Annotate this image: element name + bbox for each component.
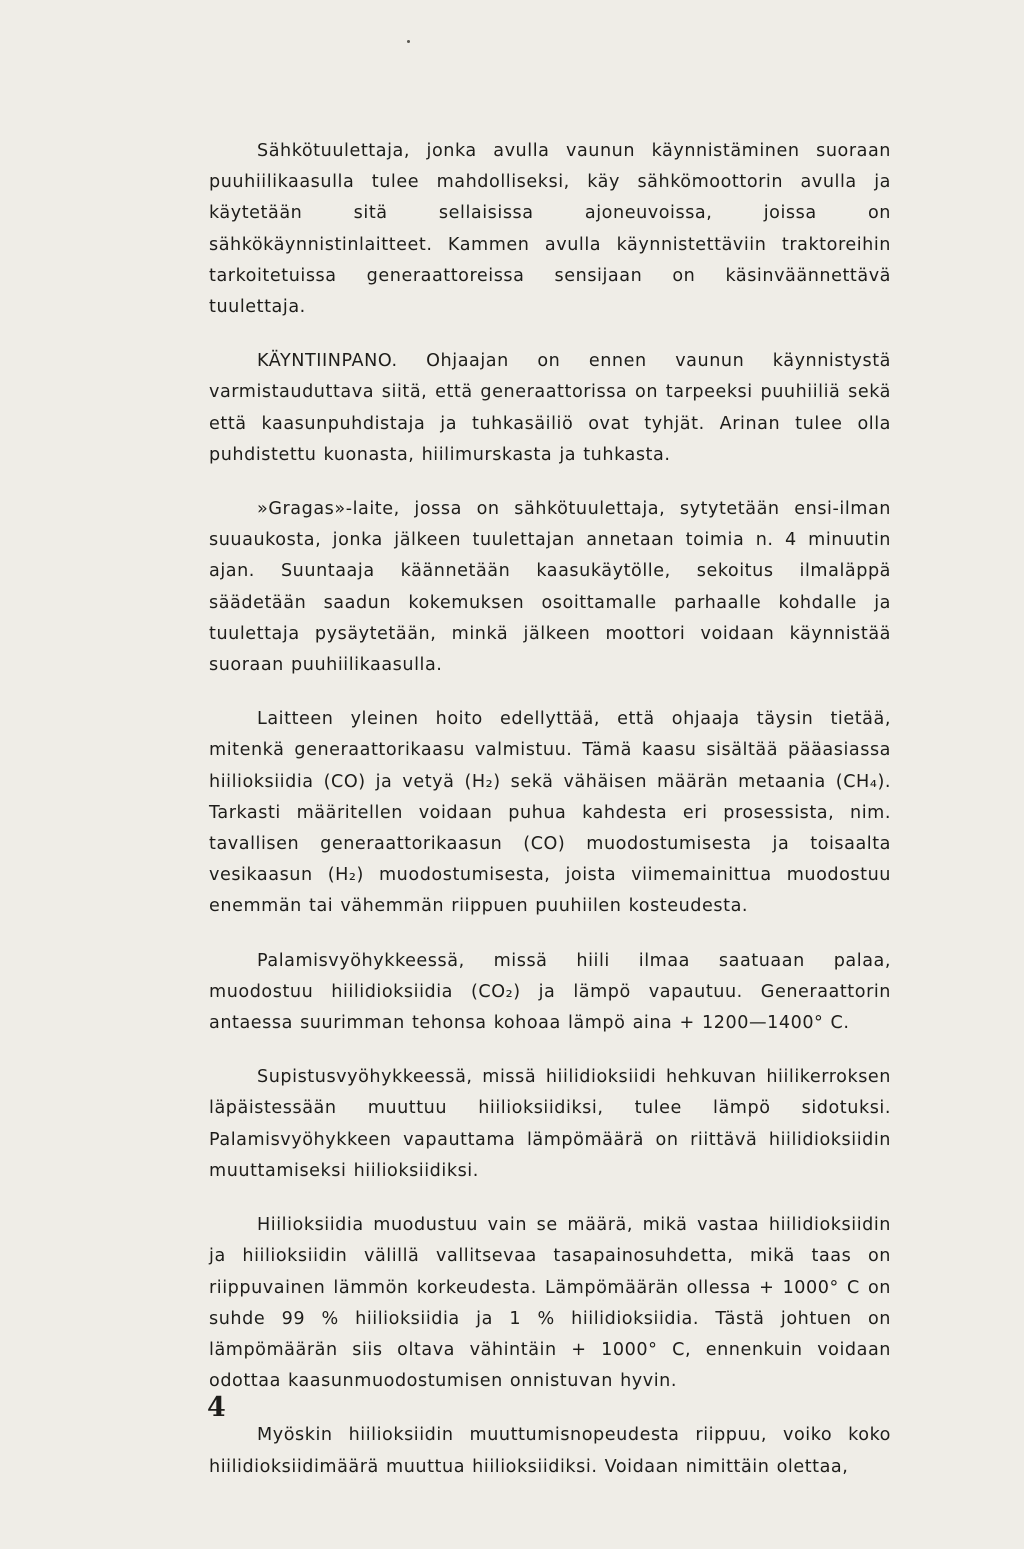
print-speck — [407, 40, 410, 43]
paragraph-gragas-device: »Gragas»-laite, jossa on sähkötuulettaja, sytytetään ensi-ilman suuaukosta, jonka jälkeen tuulettajan annetaan toimia n. 4 minuutin ajan. Suuntaaja käännetään kaasukäytölle, sekoitus ilmaläppä säädetään saadun kokemuksen osoittamalle parhaalle kohdalle ja tuulettaja pysäytetään, minkä jälkeen moottori voidaan käynnistää suoraan puuhiilikaasulla. — [209, 499, 891, 676]
paragraph-starting: KÄYNTIINPANO. Ohjaajan on ennen vaunun käynnistystä varmistauduttava siitä, että generaattorissa on tarpeeksi puuhiiliä sekä että kaasunpuhdistaja ja tuhkasäiliö ovat tyhjät. Arinan tulee olla puhdistettu kuonasta, hiilimurskasta ja tuhkasta. — [209, 351, 891, 465]
page-number: 4 — [207, 1392, 226, 1423]
paragraph-electric-fan: Sähkötuulettaja, jonka avulla vaunun käynnistäminen suoraan puuhiilikaasulla tulee mahdolliseksi, käy sähkömoottorin avulla ja käytetään sitä sellaisissa ajoneuvoissa, joissa on sähkökäynnistinlaitteet. Kammen avulla käynnistettäviin traktoreihin tarkoitetuissa generaattoreissa sensijaan on käsinväännettävä tuulettaja. — [209, 141, 891, 318]
paragraph-reduction-zone: Supistusvyöhykkeessä, missä hiilidioksiidi hehkuvan hiilikerroksen läpäistessään muuttuu hiilioksiidiksi, tulee lämpö sidotuksi. Palamisvyöhykkeen vapauttama lämpömäärä on riittävä hiilidioksiidin muuttamiseksi hiilioksiidiksi. — [209, 1067, 891, 1181]
paragraph-combustion-zone: Palamisvyöhykkeessä, missä hiili ilmaa saatuaan palaa, muodostuu hiilidioksiidia (CO₂) ja lämpö vapautuu. Generaattorin antaessa suurimman tehonsa kohoaa lämpö aina + 1200—1400° C. — [209, 950, 891, 1034]
paragraph-carbon-monoxide: Hiilioksiidia muodustuu vain se määrä, mikä vastaa hiilidioksiidin ja hiilioksiidin välillä vallitsevaa tasapainosuhdetta, mikä taas on riippuvainen lämmön korkeudesta. Lämpömäärän ollessa + 1000° C on suhde 99 % hiilioksiidia ja 1 % hiilidioksiidia. Tästä johtuen on lämpömäärän siis oltava vähintäin + 1000° C, ennenkuin voidaan odottaa kaasunmuodostumisen onnistuvan hyvin. — [209, 1215, 891, 1392]
paragraph-general-maintenance: Laitteen yleinen hoito edellyttää, että ohjaaja täysin tietää, mitenkä generaattorikaasu valmistuu. Tämä kaasu sisältää pääasiassa hiilioksiidia (CO) ja vetyä (H₂) sekä vähäisen määrän metaania (CH₄). Tarkasti määritellen voidaan puhua kahdesta eri prosessista, nim. tavallisen generaattorikaasun (CO) muodostumisesta ja toisaalta vesikaasun (H₂) muodostumisesta, joista viimemainittua muodostuu enemmän tai vähemmän riippuen puuhiilen kosteudesta. — [209, 709, 891, 917]
body-text — [209, 136, 891, 1483]
paragraph-conversion-rate: Myöskin hiilioksiidin muuttumisnopeudesta riippuu, voiko koko hiilidioksiidimäärä muuttua hiilioksiidiksi. Voidaan nimittäin olettaa, — [209, 1425, 891, 1477]
